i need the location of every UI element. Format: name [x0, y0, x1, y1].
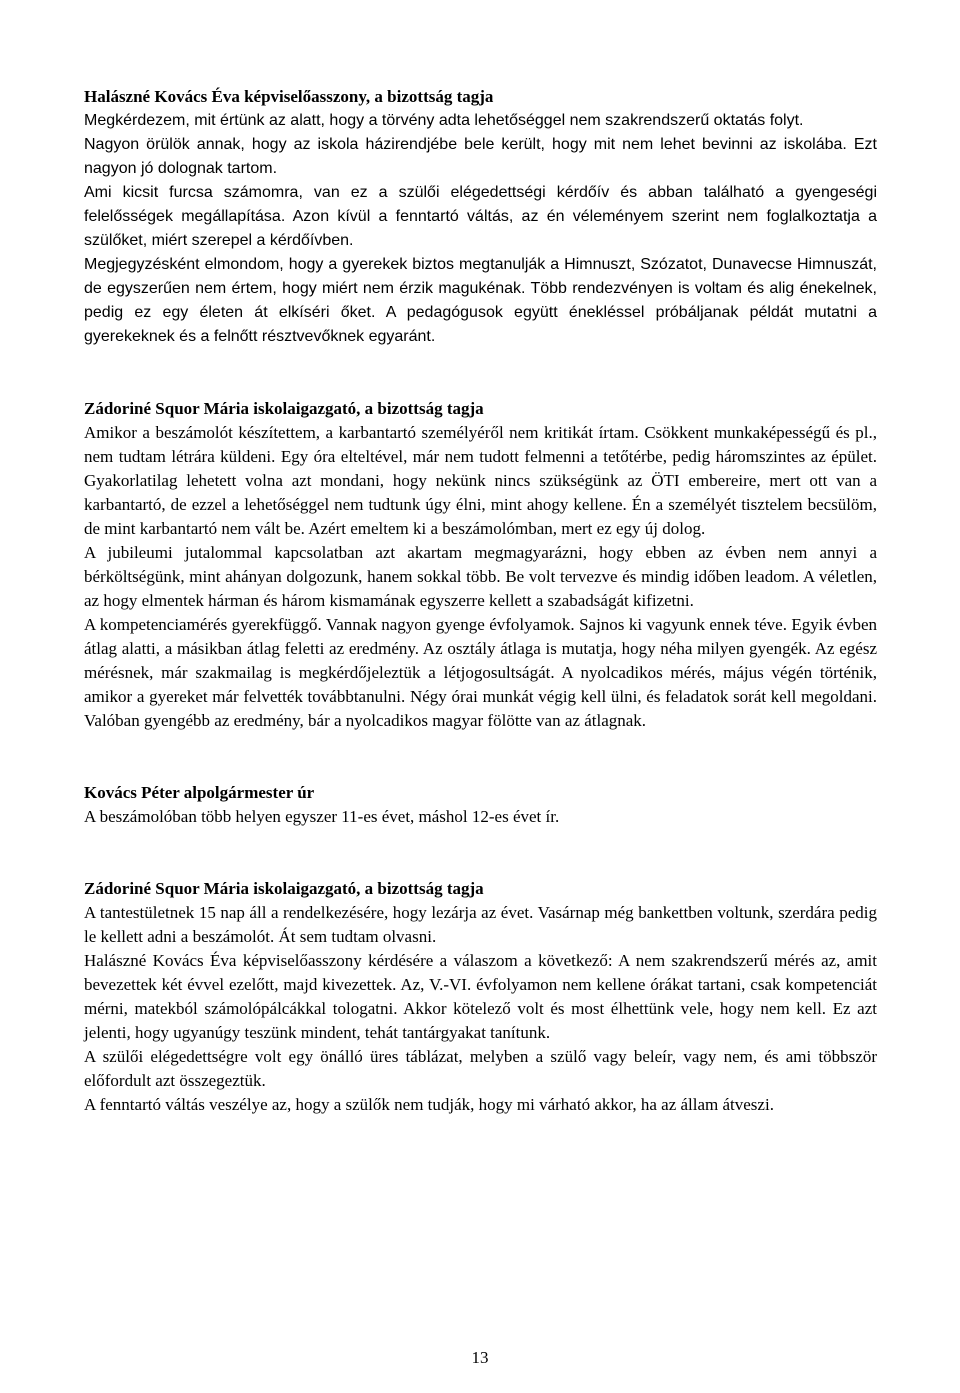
speaker-heading: Halászné Kovács Éva képviselőasszony, a bizottság tagja: [84, 87, 494, 106]
paragraph: Megjegyzésként elmondom, hogy a gyerekek biztos megtanulják a Himnuszt, Szózatot, Dunavecse Himnuszát, de egyszerűen nem értem, hogy miért nem érzik magukénak. Több rendezvényen is voltam és alig énekelnek, pedig ez egy életen át elkíséri őket. A pedagógusok együtt énekléssel próbáljanak példát mutatni a gyerekeknek és a felnőtt résztvevőknek egyaránt.: [84, 256, 877, 345]
paragraph: Halászné Kovács Éva képviselőasszony kérdésére a válaszom a következő: A nem szakrendszerű mérés az, amit bevezettek két évvel ezelőtt, majd kivezettek. Az, V.-VI. évfolyamon nem kellene órákat tartani, csak kompetenciát mérni, matekból számolópálcákkal tologatni. Akkor kötelező volt és most élhettünk vele, hogy nem kell. Ez azt jelenti, hogy ugyanúgy teszünk mindent, tehát tantárgyakat tanítunk.: [84, 951, 877, 1042]
paragraph: A beszámolóban több helyen egyszer 11-es évet, máshol 12-es évet ír.: [84, 807, 560, 826]
document-page: [84, 85, 877, 1165]
paragraph: Nagyon örülök annak, hogy az iskola házirendjébe bele került, hogy mit nem lehet bevinni az iskolába. Ezt nagyon jó dolognak tartom.: [84, 136, 877, 177]
paragraph: Megkérdezem, mit értünk az alatt, hogy a törvény adta lehetőséggel nem szakrendszerű oktatás folyt.: [84, 112, 804, 129]
paragraph: Ami kicsit furcsa számomra, van ez a szülői elégedettségi kérdőív és abban található a gyengeségi felelősségek megállapítása. Azon kívül a fenntartó váltás, az én véleményem szerint nem foglalkoztatja a szülőket, miért szerepel a kérdőívben.: [84, 184, 877, 249]
paragraph: A kompetenciamérés gyerekfüggő. Vannak nagyon gyenge évfolyamok. Sajnos ki vagyunk ennek téve. Egyik évben átlag alatti, a másikban átlag feletti az eredmény. Az osztály átlaga is mutatja, hogy néha milyen gyengék. Az egész mérésnek, már szakmailag is megkérdőjeleztük a létjogosultságát. A nyolcadikos mérés, május végén történik, amikor a gyereket már felvették továbbtanulni. Négy órai munkát végig kell ülni, és feladatok sorát kell megoldani. Valóban gyengébb az eredmény, bár a nyolcadikos magyar fölötte van az átlagnak.: [84, 615, 877, 730]
speaker-heading: Kovács Péter alpolgármester úr: [84, 783, 315, 802]
section-kovacs-peter: [84, 781, 877, 829]
paragraph: Amikor a beszámolót készítettem, a karbantartó személyéről nem kritikát írtam. Csökkent munkaképességű és pl., nem tudtam létrára küldeni. Egy óra elteltével, már nem tudott felmenni a tetőtérbe, pedig háromszintes az épület. Gyakorlatilag lehetett volna azt mondani, hogy nekünk nincs szükségünk az ÖTI embereire, mert ott van a karbantartó, de ezzel a lehetőséggel nem tudtunk úgy élni, mint ahogy kellene. Én a személyét tisztelem becsülöm, de mint karbantartó nem vált be. Azért emeltem ki a beszámolómban, mert ez egy új dolog.: [84, 423, 877, 538]
paragraph: A jubileumi jutalommal kapcsolatban azt akartam megmagyarázni, hogy ebben az évben nem annyi a bérköltségünk, mint ahányan dolgozunk, hanem sokkal több. Be volt tervezve és mindig időben leadom. A véletlen, az hogy elmentek hárman és három kismamának egyszerre kellett a szabadságát kifizetni.: [84, 543, 877, 610]
section-halaszne: [84, 85, 877, 349]
section-zadorine-1: [84, 397, 877, 733]
speaker-heading: Zádoriné Squor Mária iskolaigazgató, a bizottság tagja: [84, 399, 484, 418]
page-number: 13: [471, 1348, 489, 1367]
section-zadorine-2: [84, 877, 877, 1117]
paragraph: A szülői elégedettségre volt egy önálló üres táblázat, melyben a szülő vagy beleír, vagy nem, és ami többször előfordult azt összegeztük.: [84, 1047, 877, 1090]
paragraph: A tantestületnek 15 nap áll a rendelkezésére, hogy lezárja az évet. Vasárnap még bankettben voltunk, szerdára pedig le kellett adni a beszámolót. Át sem tudtam olvasni.: [84, 903, 877, 946]
speaker-heading: Zádoriné Squor Mária iskolaigazgató, a bizottság tagja: [84, 879, 484, 898]
paragraph: A fenntartó váltás veszélye az, hogy a szülők nem tudják, hogy mi várható akkor, ha az állam átveszi.: [84, 1095, 774, 1114]
